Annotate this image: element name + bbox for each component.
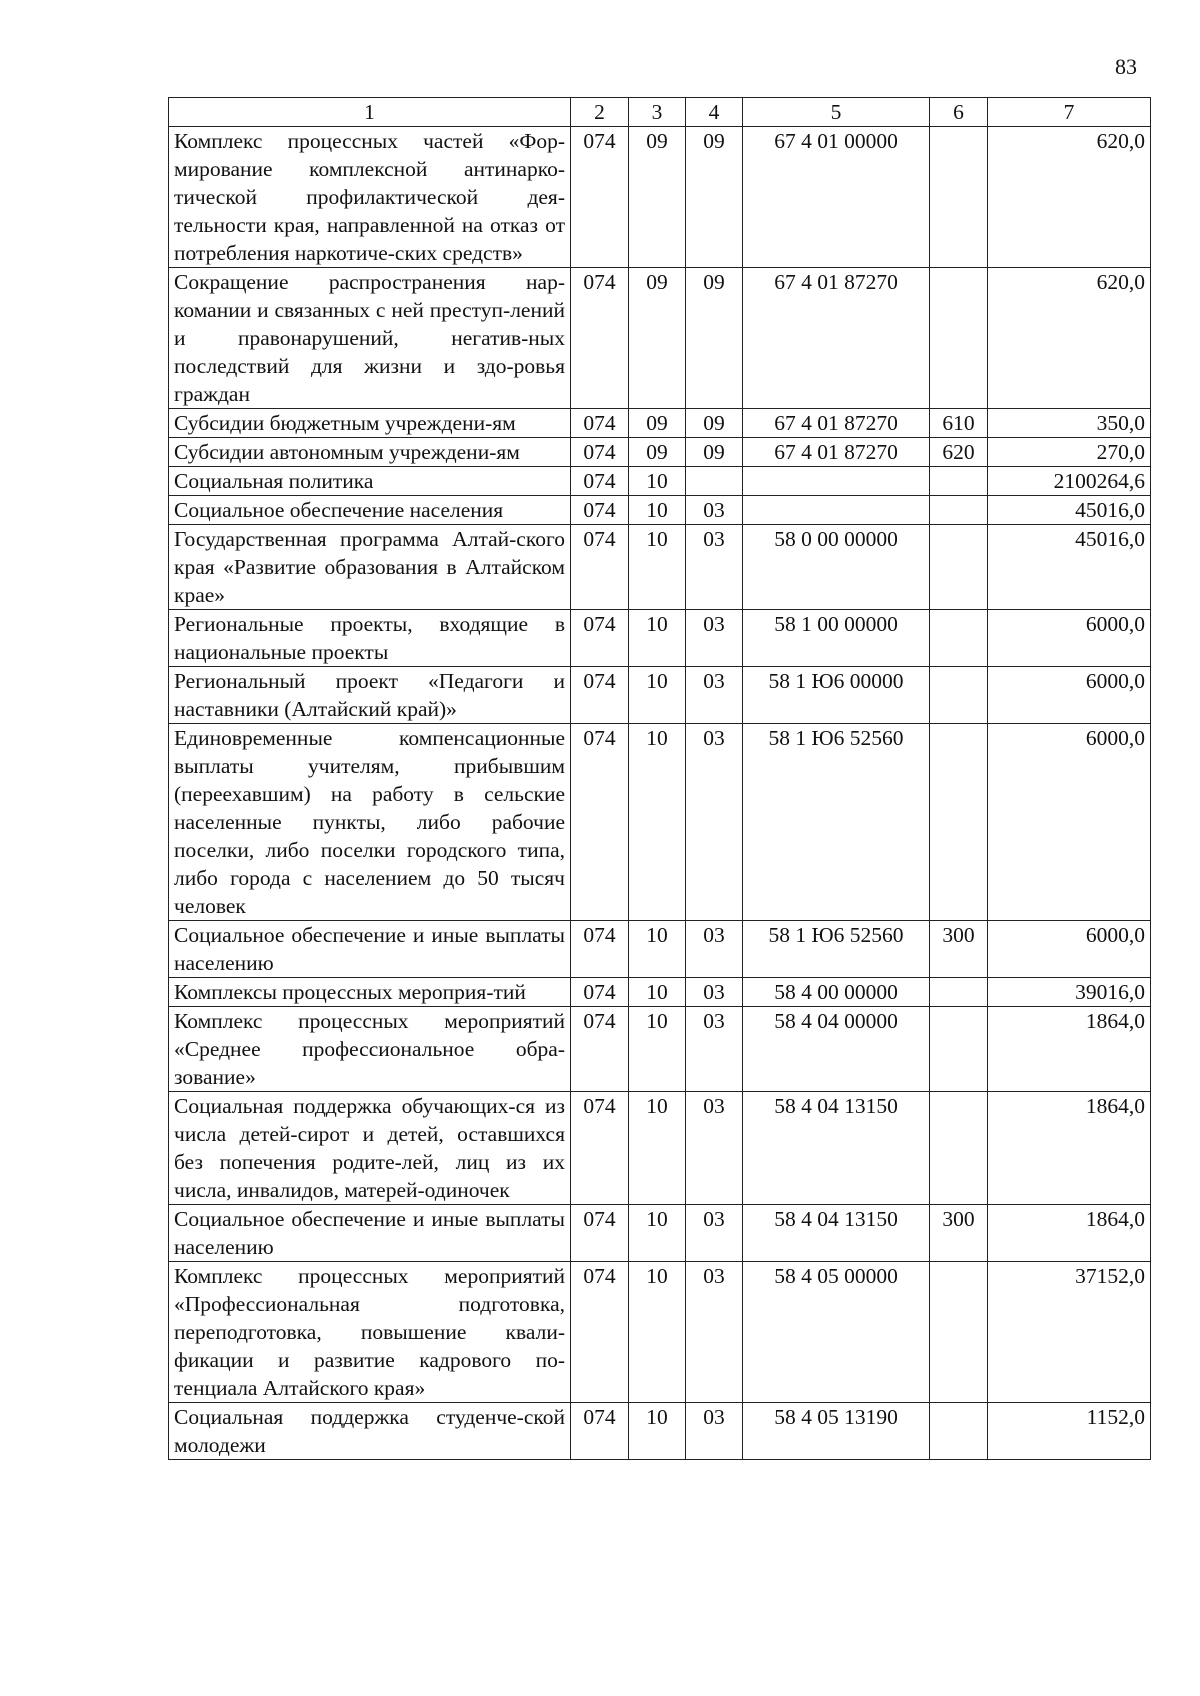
row-section-code: 10 [629,1205,686,1262]
row-name: Государственная программа Алтай-ского края «Развитие образования в Алтайском крае» [169,525,571,610]
column-header-6: 6 [930,98,988,127]
table-row [169,438,1151,467]
row-section-code: 10 [629,1092,686,1205]
column-header-4: 4 [686,98,743,127]
row-amount: 39016,0 [988,978,1151,1007]
row-ministry-code: 074 [571,1403,629,1460]
row-subsection-code [686,467,743,496]
table-row [169,667,1151,724]
row-ministry-code: 074 [571,724,629,921]
row-expense-type-code [930,1262,988,1403]
table-row [169,724,1151,921]
row-name: Социальная поддержка студенче-ской молодежи [169,1403,571,1460]
row-expense-type-code [930,1007,988,1092]
row-expense-type-code [930,667,988,724]
table-header-row [169,98,1151,127]
row-section-code: 10 [629,525,686,610]
row-name: Сокращение распространения нар-комании и связанных с ней преступ-лений и правонарушений, негатив-ных последствий для жизни и здо-ровья граждан [169,268,571,409]
row-amount: 1864,0 [988,1205,1151,1262]
row-amount: 6000,0 [988,610,1151,667]
row-target-code: 67 4 01 87270 [743,268,930,409]
column-header-5: 5 [743,98,930,127]
row-section-code: 09 [629,438,686,467]
row-name: Социальное обеспечение населения [169,496,571,525]
row-name: Социальная поддержка обучающих-ся из числа детей-сирот и детей, оставшихся без попечения родите-лей, лиц из их числа, инвалидов, матерей-одиночек [169,1092,571,1205]
page-number: 83 [1115,54,1137,79]
row-name: Субсидии бюджетным учреждени-ям [169,409,571,438]
row-amount: 1864,0 [988,1007,1151,1092]
row-name: Субсидии автономным учреждени-ям [169,438,571,467]
row-subsection-code: 03 [686,525,743,610]
row-ministry-code: 074 [571,127,629,268]
row-ministry-code: 074 [571,525,629,610]
table-row [169,1092,1151,1205]
row-amount: 45016,0 [988,525,1151,610]
table-row [169,921,1151,978]
row-subsection-code: 03 [686,1403,743,1460]
row-expense-type-code [930,467,988,496]
row-subsection-code: 09 [686,409,743,438]
row-amount: 270,0 [988,438,1151,467]
row-expense-type-code [930,978,988,1007]
table-row [169,409,1151,438]
row-amount: 37152,0 [988,1262,1151,1403]
row-target-code: 58 4 04 13150 [743,1092,930,1205]
row-expense-type-code [930,525,988,610]
row-ministry-code: 074 [571,1262,629,1403]
row-target-code: 67 4 01 87270 [743,438,930,467]
row-expense-type-code [930,1092,988,1205]
row-subsection-code: 03 [686,921,743,978]
row-name: Социальное обеспечение и иные выплаты населению [169,1205,571,1262]
row-name: Комплекс процессных мероприятий «Среднее профессиональное обра-зование» [169,1007,571,1092]
table-row [169,610,1151,667]
table-row [169,496,1151,525]
row-amount: 2100264,6 [988,467,1151,496]
row-amount: 6000,0 [988,921,1151,978]
row-expense-type-code: 300 [930,1205,988,1262]
row-target-code [743,496,930,525]
row-amount: 1152,0 [988,1403,1151,1460]
row-subsection-code: 03 [686,1007,743,1092]
row-ministry-code: 074 [571,496,629,525]
table-row [169,1262,1151,1403]
row-name: Комплексы процессных мероприя-тий [169,978,571,1007]
row-ministry-code: 074 [571,268,629,409]
row-expense-type-code: 610 [930,409,988,438]
row-section-code: 10 [629,1262,686,1403]
table-row [169,525,1151,610]
row-target-code: 67 4 01 00000 [743,127,930,268]
row-expense-type-code: 620 [930,438,988,467]
row-section-code: 10 [629,1403,686,1460]
row-ministry-code: 074 [571,978,629,1007]
row-section-code: 09 [629,127,686,268]
row-target-code: 58 4 04 00000 [743,1007,930,1092]
row-expense-type-code: 300 [930,921,988,978]
row-subsection-code: 09 [686,127,743,268]
row-subsection-code: 03 [686,1092,743,1205]
row-target-code: 58 1 Ю6 00000 [743,667,930,724]
column-header-1: 1 [169,98,571,127]
row-amount: 620,0 [988,268,1151,409]
row-target-code: 58 4 00 00000 [743,978,930,1007]
row-expense-type-code [930,610,988,667]
row-ministry-code: 074 [571,438,629,467]
row-subsection-code: 03 [686,978,743,1007]
table-row [169,127,1151,268]
row-section-code: 09 [629,409,686,438]
row-subsection-code: 03 [686,724,743,921]
row-target-code: 58 1 Ю6 52560 [743,724,930,921]
row-subsection-code: 09 [686,268,743,409]
row-section-code: 10 [629,610,686,667]
row-name: Социальное обеспечение и иные выплаты населению [169,921,571,978]
row-target-code: 58 0 00 00000 [743,525,930,610]
row-amount: 6000,0 [988,724,1151,921]
table-row [169,1403,1151,1460]
row-name: Комплекс процессных частей «Фор-мирование комплексной антинарко-тической профилактической дея-тельности края, направленной на отказ от потребления наркотиче-ских средств» [169,127,571,268]
table-row [169,268,1151,409]
row-expense-type-code [930,724,988,921]
row-subsection-code: 03 [686,610,743,667]
table-row [169,1007,1151,1092]
row-section-code: 10 [629,724,686,921]
column-header-2: 2 [571,98,629,127]
row-expense-type-code [930,268,988,409]
row-amount: 6000,0 [988,667,1151,724]
row-ministry-code: 074 [571,667,629,724]
row-expense-type-code [930,127,988,268]
table-row [169,978,1151,1007]
row-expense-type-code [930,496,988,525]
table-row [169,467,1151,496]
row-target-code [743,467,930,496]
column-header-7: 7 [988,98,1151,127]
row-section-code: 09 [629,268,686,409]
table-row [169,1205,1151,1262]
row-name: Региональные проекты, входящие в национальные проекты [169,610,571,667]
row-ministry-code: 074 [571,1092,629,1205]
row-ministry-code: 074 [571,610,629,667]
row-ministry-code: 074 [571,409,629,438]
row-ministry-code: 074 [571,467,629,496]
row-subsection-code: 03 [686,1262,743,1403]
row-amount: 620,0 [988,127,1151,268]
row-name: Единовременные компенсационные выплаты учителям, прибывшим (переехавшим) на работу в сельские населенные пункты, либо рабочие поселки, либо поселки городского типа, либо города с населением до 50 тысяч человек [169,724,571,921]
row-ministry-code: 074 [571,1007,629,1092]
row-name: Региональный проект «Педагоги и наставники (Алтайский край)» [169,667,571,724]
row-subsection-code: 09 [686,438,743,467]
row-subsection-code: 03 [686,1205,743,1262]
row-amount: 45016,0 [988,496,1151,525]
row-section-code: 10 [629,667,686,724]
row-amount: 1864,0 [988,1092,1151,1205]
row-ministry-code: 074 [571,921,629,978]
row-target-code: 67 4 01 87270 [743,409,930,438]
row-section-code: 10 [629,467,686,496]
budget-table [168,97,1151,1460]
column-header-3: 3 [629,98,686,127]
row-target-code: 58 4 04 13150 [743,1205,930,1262]
row-expense-type-code [930,1403,988,1460]
row-name: Социальная политика [169,467,571,496]
row-subsection-code: 03 [686,667,743,724]
row-target-code: 58 4 05 13190 [743,1403,930,1460]
row-section-code: 10 [629,1007,686,1092]
row-section-code: 10 [629,496,686,525]
row-section-code: 10 [629,921,686,978]
row-ministry-code: 074 [571,1205,629,1262]
row-target-code: 58 1 Ю6 52560 [743,921,930,978]
row-subsection-code: 03 [686,496,743,525]
row-amount: 350,0 [988,409,1151,438]
row-name: Комплекс процессных мероприятий «Профессиональная подготовка, переподготовка, повышение квали-фикации и развитие кадрового по-тенциала Алтайского края» [169,1262,571,1403]
row-section-code: 10 [629,978,686,1007]
row-target-code: 58 4 05 00000 [743,1262,930,1403]
row-target-code: 58 1 00 00000 [743,610,930,667]
